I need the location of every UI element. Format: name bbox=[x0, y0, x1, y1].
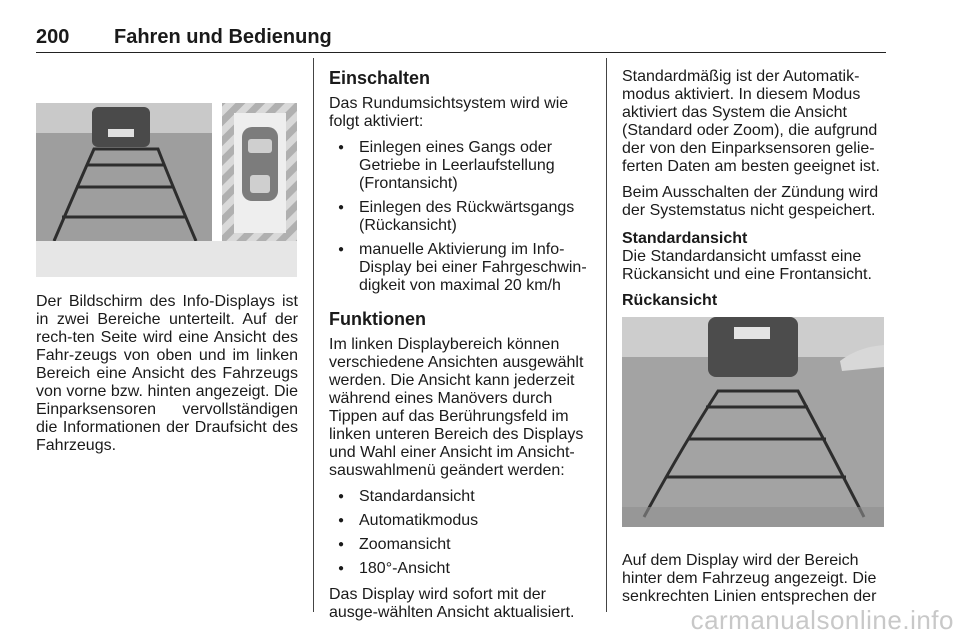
list-item: ● manuelle Aktivierung im Info-Display bei einer Fahrgeschwin-digkeit von maximal 20 km/h bbox=[329, 241, 594, 295]
bumper-edge bbox=[622, 507, 884, 527]
figure-caption: Der Bildschirm des Info-Displays ist in zwei Bereiche unterteilt. Auf der rech-ten Seite wird eine Ansicht des Fahr-zeugs von oben und im linken Bereich eine Ansicht des Fahrzeugs von vorne bzw. hinten angezeigt. Die Einparksensoren vervollständigen die Informationen der Draufsicht des Fahrzeugs. bbox=[36, 293, 298, 454]
vehicle-ahead bbox=[92, 107, 150, 147]
list-item: ● Einlegen eines Gangs oder Getriebe in Leerlaufstellung (Frontansicht) bbox=[329, 139, 594, 193]
column-2 bbox=[329, 68, 594, 630]
list-item: ● 180°-Ansicht bbox=[329, 560, 594, 578]
section-title-einschalten: Einschalten bbox=[329, 68, 431, 88]
funktionen-list bbox=[329, 488, 594, 578]
standardansicht-text: Die Standardansicht umfasst eine Rückansicht und eine Frontansicht. bbox=[622, 248, 872, 283]
parked-vehicle bbox=[708, 317, 798, 377]
subheading-rueckansicht: Rückansicht bbox=[622, 292, 718, 309]
zuendung-paragraph: Beim Ausschalten der Zündung wird der Systemstatus nicht gespeichert. bbox=[622, 184, 879, 219]
einschalten-list bbox=[329, 139, 594, 295]
list-item: ● Einlegen des Rückwärtsgangs (Rückansicht) bbox=[329, 199, 594, 235]
section-title-funktionen: Funktionen bbox=[329, 309, 426, 329]
license-plate bbox=[734, 327, 770, 339]
license-plate bbox=[108, 129, 134, 137]
funktionen-outro: Das Display wird sofort mit der ausge-wählten Ansicht aktualisiert. bbox=[329, 586, 575, 621]
column-divider-2 bbox=[606, 58, 607, 612]
page-header bbox=[36, 26, 886, 53]
page-number: 200 bbox=[36, 26, 70, 48]
watermark: carmanualsonline.info bbox=[690, 605, 954, 635]
chapter-title: Fahren und Bedienung bbox=[114, 26, 332, 48]
einschalten-intro: Das Rundumsichtsystem wird wie folgt aktiviert: bbox=[329, 95, 569, 130]
rueckansicht-paragraph: Auf dem Display wird der Bereich hinter dem Fahrzeug angezeigt. Die senkrechten Linien entsprechen der bbox=[622, 552, 877, 605]
list-item: ● Standardansicht bbox=[329, 488, 594, 506]
car-rear-window bbox=[250, 175, 270, 193]
list-item: ● Zoomansicht bbox=[329, 536, 594, 554]
column-1 bbox=[36, 293, 298, 463]
automatik-paragraph: Standardmäßig ist der Automatik-modus aktiviert. In diesem Modus aktiviert das System die Ansicht (Standard oder Zoom), die aufgrund der von den Einparksensoren gelie-ferten Daten am besten geeignet ist. bbox=[622, 68, 880, 175]
car-windshield bbox=[248, 139, 272, 153]
column-divider-1 bbox=[313, 58, 314, 612]
display-touch-strip bbox=[36, 241, 297, 277]
camera-view-figure bbox=[36, 65, 297, 277]
subheading-standardansicht: Standardansicht bbox=[622, 230, 748, 247]
list-item: ● Automatikmodus bbox=[329, 512, 594, 530]
rear-camera-figure bbox=[622, 317, 884, 527]
funktionen-intro: Im linken Displaybereich können verschiedene Ansichten ausgewählt werden. Die Ansicht kann jederzeit während eines Manövers durch Tippen auf das Berührungsfeld im linken unteren Bereich des Displays und Wahl einer Ansicht im Ansicht-sauswahlmenü geändert werden: bbox=[329, 336, 584, 479]
